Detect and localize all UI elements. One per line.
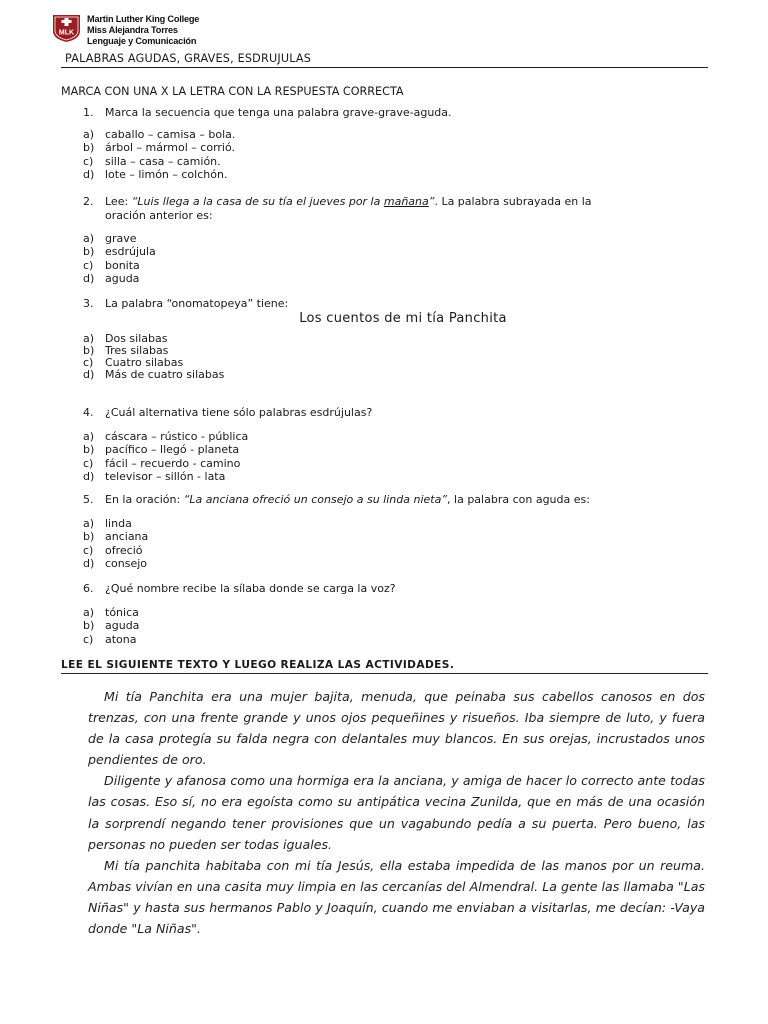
question-5-options [83, 517, 148, 570]
option[interactable]: b) esdrújula [83, 245, 156, 259]
page-title: PALABRAS AGUDAS, GRAVES, ESDRUJULAS [65, 52, 312, 65]
reading-text [88, 686, 705, 939]
option[interactable]: d) aguda [83, 271, 140, 285]
question-2-options [83, 232, 156, 285]
option[interactable]: b) pacífico – llegó - planeta [83, 443, 240, 457]
teacher-name: Miss Alejandra Torres [87, 25, 178, 35]
question-3-options [83, 333, 224, 381]
option[interactable]: d) consejo [83, 556, 148, 570]
paragraph: Diligente y afanosa como una hormiga era la anciana, y amiga de hacer lo correcto ante todas las cosas. Eso sí, no era egoísta como su antipática vecina Zunilda, que en más de una ocasión la sorprendí negando tener provisiones que un vagabundo pedía a su puerta. Pero bueno, las personas no pueden ser todas iguales. [88, 773, 705, 852]
option[interactable]: d) lote – limón – colchón. [83, 167, 228, 181]
option[interactable]: c) atona [83, 632, 137, 646]
option[interactable]: a) grave [83, 232, 137, 245]
option[interactable]: c) bonita [83, 258, 140, 272]
option[interactable]: a) tónica [83, 606, 139, 619]
option[interactable]: c) silla – casa – camión. [83, 154, 221, 168]
question-4: 4. ¿Cuál alternativa tiene sólo palabras esdrújulas? [83, 406, 373, 419]
subject-name: Lenguaje y Comunicación [87, 36, 197, 46]
paragraph: Mi tía panchita habitaba con mi tía Jesús, ella estaba impedida de las manos por un reuma. Ambas vivían en una casita muy limpia en las cercanías del Almendral. La gente las llamaba "Las Niñas" y hasta sus hermanos Pablo y Joaquín, cuando me enviaban a visitarlas, me decían: -Vaya donde "La Niñas". [88, 857, 705, 937]
option[interactable]: b) anciana [83, 530, 149, 544]
question-1-options [83, 128, 235, 181]
title-divider [61, 67, 708, 68]
question-4-options [83, 430, 248, 483]
question-3: 3. La palabra “onomatopeya” tiene: [83, 297, 289, 310]
svg-text:MLK: MLK [58, 29, 75, 37]
question-5: 5. En la oración: “La anciana ofreció un consejo a su linda nieta”, la palabra con aguda es: [83, 493, 590, 506]
instructions: MARCA CON UNA X LA LETRA CON LA RESPUESTA CORRECTA [61, 85, 404, 98]
option[interactable]: c) ofreció [83, 543, 143, 557]
school-header [87, 14, 199, 47]
question-6-options [83, 606, 139, 646]
option[interactable]: b) árbol – mármol – corrió. [83, 141, 236, 155]
option[interactable]: a) linda [83, 517, 132, 530]
option[interactable]: d) Más de cuatro silabas [83, 368, 225, 381]
option[interactable]: b) Tres silabas [83, 344, 169, 357]
option[interactable]: a) Dos silabas [83, 332, 168, 345]
option[interactable]: d) televisor – sillón - lata [83, 469, 226, 483]
option[interactable]: a) caballo – camisa – bola. [83, 128, 236, 141]
paragraph: Mi tía Panchita era una mujer bajita, menuda, que peinaba sus cabellos canosos en dos trenzas, con una frente grande y unos ojos pequeñines y risueños. Iba siempre de luto, y fuera de la casa protegía su falda negra con delantales muy blancos. En sus orejas, incrustados unos pendientes de oro. [88, 689, 705, 768]
reading-divider [61, 673, 708, 674]
school-name: Martin Luther King College [87, 14, 200, 24]
question-2: 2. Lee: “Luis llega a la casa de su tía el jueves por la mañana”. La palabra subrayada en la oración anterior es: [83, 195, 592, 222]
reading-instructions: LEE EL SIGUIENTE TEXTO Y LUEGO REALIZA LAS ACTIVIDADES. [61, 659, 455, 671]
question-1: 1. Marca la secuencia que tenga una palabra grave-grave-aguda. [83, 106, 452, 119]
school-logo [51, 13, 82, 43]
option[interactable]: c) fácil – recuerdo - camino [83, 456, 241, 470]
question-6: 6. ¿Qué nombre recibe la sílaba donde se carga la voz? [83, 582, 396, 595]
option[interactable]: c) Cuatro silabas [83, 356, 184, 369]
option[interactable]: b) aguda [83, 619, 140, 633]
story-title: Los cuentos de mi tía Panchita [299, 311, 507, 326]
option[interactable]: a) cáscara – rústico - pública [83, 430, 249, 443]
